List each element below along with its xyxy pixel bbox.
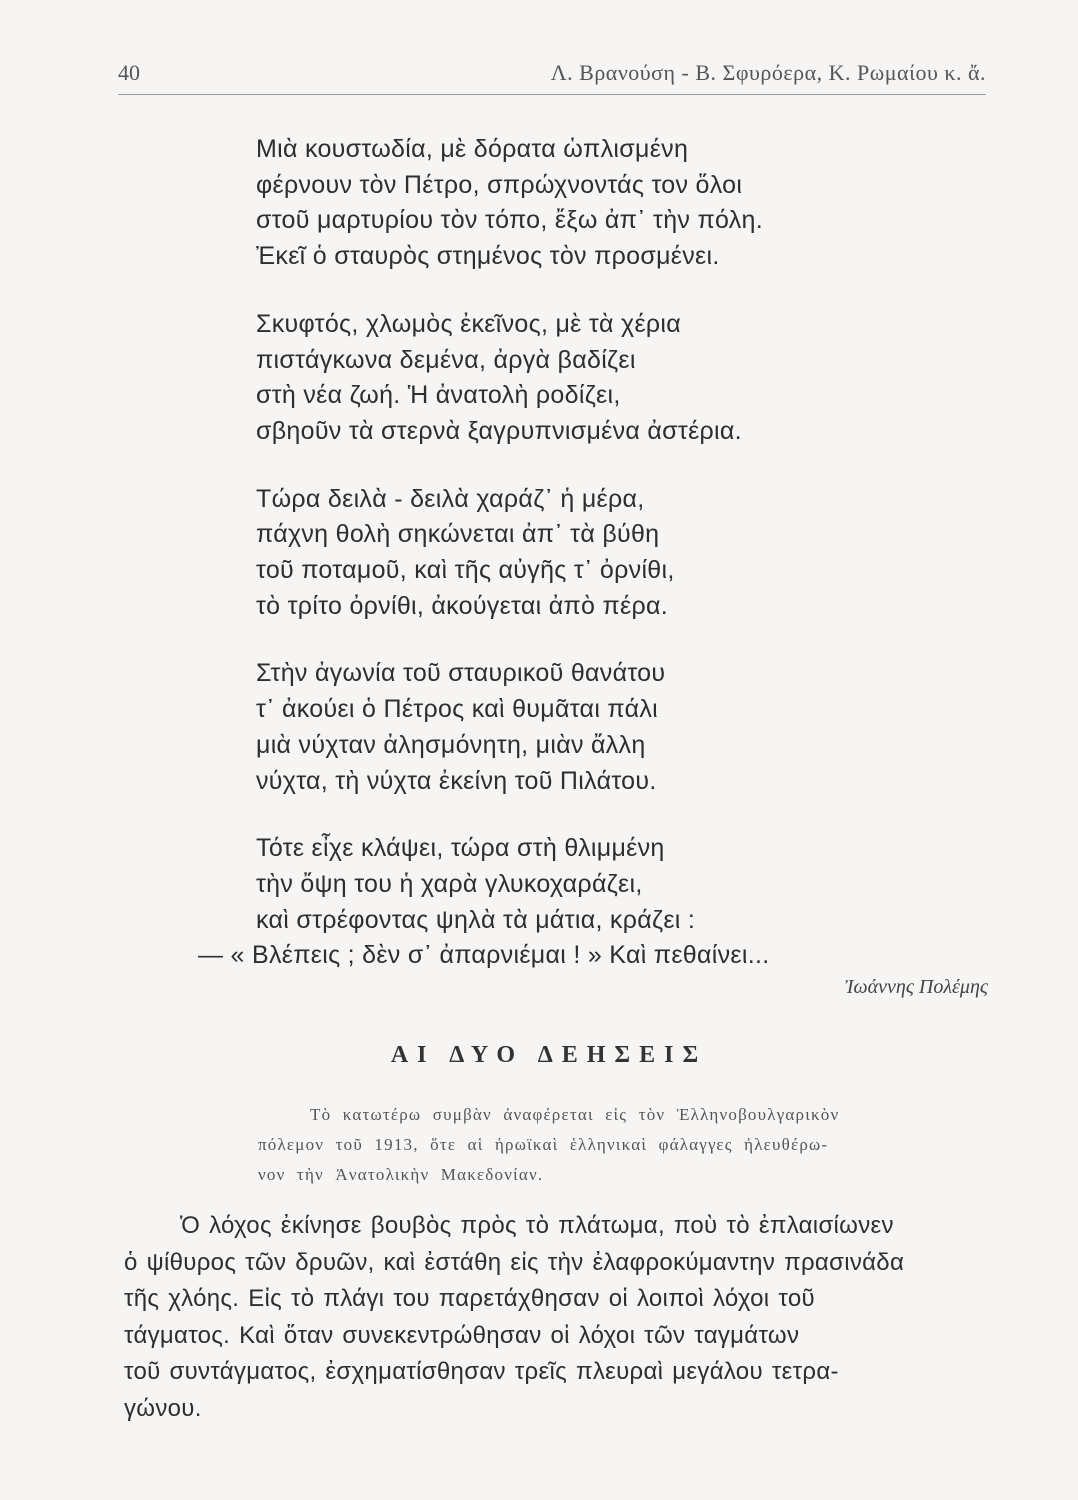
verse-line: φέρνουν τὸν Πέτρο, σπρώχνοντάς τον ὅλοι	[256, 170, 743, 199]
verse-line: Σκυφτός, χλωμὸς ἐκεῖνος, μὲ τὰ χέρια	[256, 309, 682, 338]
prose-line: γώνου.	[124, 1394, 202, 1422]
verse-line: — « Βλέπεις ; δὲν σ᾽ ἀπαρνιέμαι ! » Καὶ πεθαίνει...	[198, 941, 770, 970]
page-header	[118, 58, 986, 95]
section-title: ΑΙ ΔΥΟ ΔΕΗΣΕΙΣ	[390, 1042, 708, 1068]
verse-line: τοῦ ποταμοῦ, καὶ τῆς αὐγῆς τ᾽ ὀρνίθι,	[256, 556, 675, 585]
stanza	[198, 831, 956, 974]
verse-line: στὴ νέα ζωή. Ἡ ἀνατολὴ ροδίζει,	[256, 381, 621, 410]
verse-line: Μιὰ κουστωδία, μὲ δόρατα ὡπλισμένη	[256, 135, 689, 163]
verse-line: σβηοῦν τὰ στερνὰ ξαγρυπνισμένα ἀστέρια.	[256, 416, 742, 445]
note-line: νον τὴν Ἀνατολικὴν Μακεδονίαν.	[258, 1165, 544, 1184]
verse-line: πιστάγκωνα δεμένα, ἀργὰ βαδίζει	[256, 345, 636, 374]
verse-line: νύχτα, τὴ νύχτα ἐκείνη τοῦ Πιλάτου.	[256, 766, 657, 795]
verse-line: Τώρα δειλὰ - δειλὰ χαράζ᾽ ἡ μέρα,	[256, 484, 645, 513]
verse-line: στοῦ μαρτυρίου τὸν τόπο, ἔξω ἀπ᾽ τὴν πόλη.	[256, 206, 764, 235]
running-head: Λ. Βρανούση - Β. Σφυρόερα, Κ. Ρωμαίου κ. ἄ.	[550, 60, 986, 85]
stanza	[256, 482, 956, 625]
prose-line: τάγματος. Καὶ ὅταν συνεκεντρώθησαν οἱ λόχοι τῶν ταγμάτων	[124, 1321, 800, 1349]
prose-line: ὁ ψίθυρος τῶν δρυῶν, καὶ ἐστάθη εἰς τὴν ἐλαφροκύμαντην πρασινάδα	[124, 1248, 905, 1276]
stanza	[256, 132, 956, 275]
note-line: Τὸ κατωτέρω συμβὰν ἀναφέρεται εἰς τὸν Ἑλληνοβουλγαρικὸν	[310, 1105, 840, 1124]
page-number: 40	[118, 60, 140, 85]
verse-line: πάχνη θολὴ σηκώνεται ἀπ᾽ τὰ βύθη	[256, 520, 660, 549]
verse-line: τ᾽ ἀκούει ὁ Πέτρος καὶ θυμᾶται πάλι	[256, 695, 659, 724]
stanza	[256, 307, 956, 450]
prose-line: Ὁ λόχος ἐκίνησε βουβὸς πρὸς τὸ πλάτωμα, ποὺ τὸ ἐπλαισίωνεν	[180, 1212, 894, 1239]
prose-line: τῆς χλόης. Εἰς τὸ πλάγι του παρετάχθησαν οἱ λοιποὶ λόχοι τοῦ	[124, 1285, 815, 1312]
poem-author: Ἰωάννης Πολέμης	[844, 976, 988, 998]
verse-line: καὶ στρέφοντας ψηλὰ τὰ μάτια, κράζει :	[256, 905, 696, 934]
verse-line: μιὰ νύχταν ἀλησμόνητη, μιὰν ἄλλη	[256, 730, 646, 759]
verse-line: τὸ τρίτο ὀρνίθι, ἀκούγεται ἀπὸ πέρα.	[256, 591, 668, 620]
introductory-note	[258, 1100, 992, 1190]
prose-line: τοῦ συντάγματος, ἐσχηματίσθησαν τρεῖς πλευραὶ μεγάλου τετρα-	[124, 1358, 839, 1385]
poem	[198, 132, 956, 974]
verse-line: Τότε εἶχε κλάψει, τώρα στὴ θλιμμένη	[256, 834, 665, 863]
note-line: πόλεμον τοῦ 1913, ὅτε αἱ ἡρωϊκαὶ ἑλληνικαὶ φάλαγγες ἠλευθέρω-	[258, 1135, 829, 1154]
prose-paragraph	[124, 1208, 992, 1427]
verse-line: τὴν ὄψη του ἡ χαρὰ γλυκοχαράζει,	[256, 869, 643, 898]
verse-line: Ἐκεῖ ὁ σταυρὸς στημένος τὸν προσμένει.	[256, 242, 720, 271]
verse-line: Στὴν ἀγωνία τοῦ σταυρικοῦ θανάτου	[256, 659, 666, 688]
stanza	[256, 656, 956, 799]
